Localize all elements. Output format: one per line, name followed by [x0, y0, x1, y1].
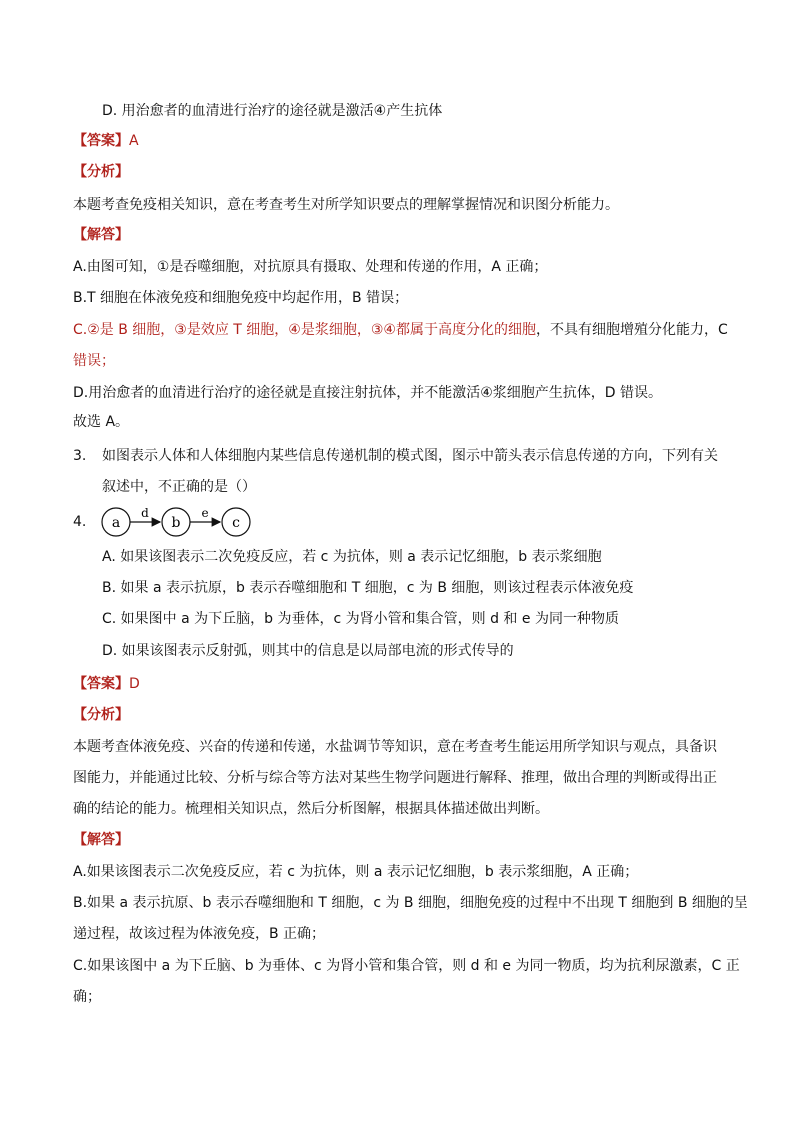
solution-b-1: B.如果 a 表示抗原、b 表示吞噬细胞和 T 细胞，c 为 B 细胞，细胞免疫的过程中不出现 T 细胞到 B 细胞的呈	[73, 895, 748, 911]
q3-answer	[73, 674, 140, 694]
arrow-e-label: e	[201, 506, 209, 520]
q3-number: 3.	[73, 448, 87, 464]
solution-b-2: 递过程，故该过程为体液免疫，B 正确；	[73, 926, 326, 942]
analysis-label: 【分析】	[73, 707, 129, 723]
q2-option-d: D. 用治愈者的血清进行治疗的途径就是激活④产生抗体	[102, 103, 443, 119]
q3-option-d: D. 如果该图表示反射弧，则其中的信息是以局部电流的形式传导的	[102, 643, 514, 659]
solution-c-suffix: ，不具有细胞增殖分化能力，C	[535, 322, 728, 338]
solution-c	[73, 320, 728, 340]
answer-value: D	[129, 676, 140, 692]
conclusion: 故选 A。	[73, 414, 130, 430]
signal-diagram	[100, 506, 260, 542]
answer-value: A	[129, 133, 139, 149]
analysis-label: 【分析】	[73, 164, 129, 180]
solution-a: A.由图可知，①是吞噬细胞，对抗原具有摄取、处理和传递的作用，A 正确；	[73, 259, 548, 275]
analysis-line-1: 本题考查体液免疫、兴奋的传递和传递，水盐调节等知识，意在考查考生能运用所学知识与观点，具备识	[73, 739, 717, 755]
solution-c-highlight: ④是浆细胞，③④都属于高度分化的细胞	[288, 322, 536, 338]
q3-stem-2: 叙述中，不正确的是（）	[102, 479, 256, 495]
analysis-text: 本题考查免疫相关知识，意在考查考生对所学知识要点的理解掌握情况和识图分析能力。	[73, 197, 619, 213]
answer-label: 【答案】	[73, 133, 129, 149]
q3-option-a: A. 如果该图表示二次免疫反应，若 c 为抗体，则 a 表示记忆细胞，b 表示浆细胞	[102, 549, 602, 565]
solution-c-2: 确；	[73, 989, 101, 1005]
node-b-label: b	[171, 515, 181, 531]
solution-c-prefix: C.②是 B 细胞，③是效应 T 细胞，	[73, 322, 289, 338]
q3-stem-1: 如图表示人体和人体细胞内某些信息传递机制的模式图，图示中箭头表示信息传递的方向，下列有关	[102, 448, 718, 464]
analysis-line-2: 图能力，并能通过比较、分析与综合等方法对某些生物学问题进行解释、推理，做出合理的判断或得出正	[73, 770, 717, 786]
arrow-d-label: d	[141, 506, 149, 520]
node-a-label: a	[111, 515, 121, 531]
solution-d: D.用治愈者的血清进行治疗的途径就是直接注射抗体，并不能激活④浆细胞产生抗体，D 错误。	[73, 385, 663, 401]
solution-b: B.T 细胞在体液免疫和细胞免疫中均起作用，B 错误；	[73, 290, 409, 306]
solution-c-cont: 错误；	[73, 353, 115, 369]
q3-option-b: B. 如果 a 表示抗原，b 表示吞噬细胞和 T 细胞，c 为 B 细胞，则该过程表示体液免疫	[102, 580, 634, 596]
analysis-line-3: 确的结论的能力。梳理相关知识点，然后分析图解，根据具体描述做出判断。	[73, 801, 549, 817]
solution-a: A.如果该图表示二次免疫反应，若 c 为抗体，则 a 表示记忆细胞，b 表示浆细胞，A 正确；	[73, 864, 639, 880]
q3-option-c: C. 如果图中 a 为下丘脑，b 为垂体，c 为肾小管和集合管，则 d 和 e 为同一种物质	[102, 611, 619, 627]
q2-answer	[73, 131, 139, 151]
solution-label: 【解答】	[73, 832, 129, 848]
solution-label: 【解答】	[73, 227, 129, 243]
diagram-number: 4.	[73, 514, 87, 530]
solution-c-1: C.如果该图中 a 为下丘脑、b 为垂体、c 为肾小管和集合管，则 d 和 e 为同一物质，均为抗利尿激素，C 正	[73, 958, 740, 974]
node-c-label: c	[232, 515, 240, 531]
answer-label: 【答案】	[73, 676, 129, 692]
